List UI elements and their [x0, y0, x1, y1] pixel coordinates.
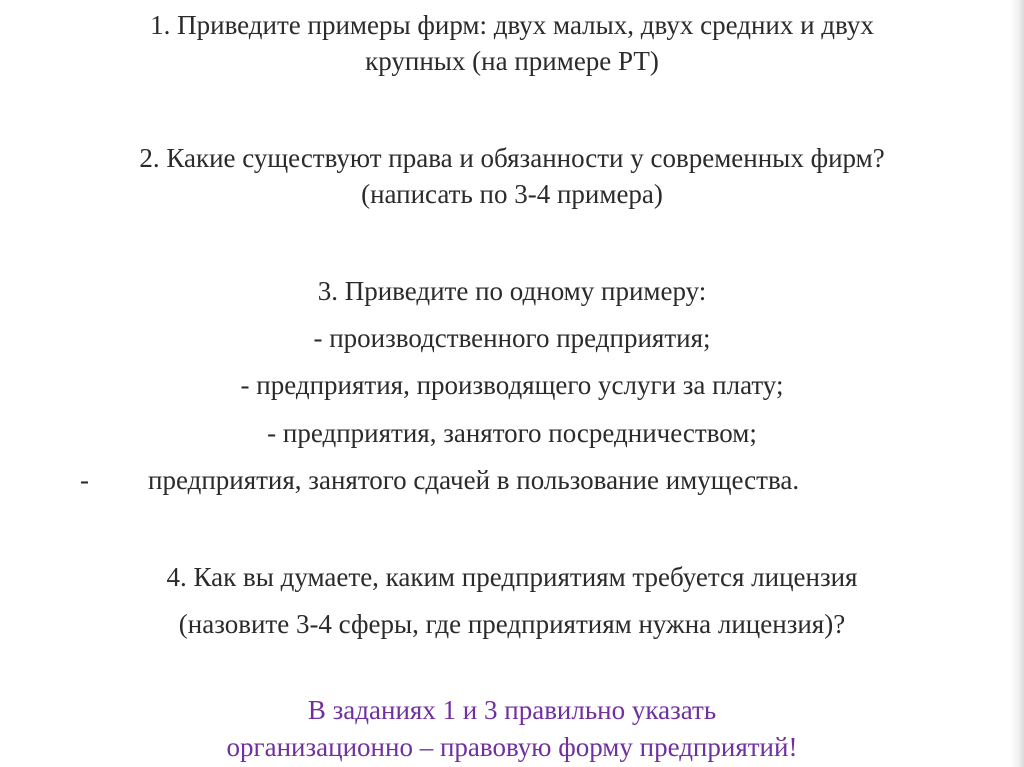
question-4-line-2: (назовите 3-4 сферы, где предприятиям нужна лицензия)?: [178, 609, 846, 639]
question-1-line-2: крупных (на примере РТ): [365, 46, 659, 76]
question-3-heading: 3. Приведите по одному примеру:: [317, 276, 707, 306]
question-3-item: - предприятия, занятого посредничеством;: [267, 418, 757, 448]
question-3-item-last-text: предприятия, занятого сдачей в пользование имущества.: [148, 465, 800, 495]
question-4-line-1: 4. Как вы думаете, каким предприятиям требуется лицензия: [166, 562, 858, 592]
question-3-item: - предприятия, производящего услуги за плату;: [240, 370, 784, 400]
question-2-line-1: 2. Какие существуют права и обязанности у современных фирм?: [139, 143, 885, 173]
note-line-1: В заданиях 1 и 3 правильно указать: [307, 695, 717, 725]
note-line-2: организационно – правовую форму предприятий!: [226, 732, 798, 762]
slide-edge-shadow: [1010, 0, 1024, 767]
list-dash: -: [80, 465, 89, 495]
question-2-line-2: (написать по 3-4 примера): [361, 179, 663, 209]
question-1-line-1: 1. Приведите примеры фирм: двух малых, двух средних и двух: [150, 10, 874, 40]
question-3-item: - производственного предприятия;: [313, 323, 711, 353]
question-3-item-last: [80, 464, 980, 496]
